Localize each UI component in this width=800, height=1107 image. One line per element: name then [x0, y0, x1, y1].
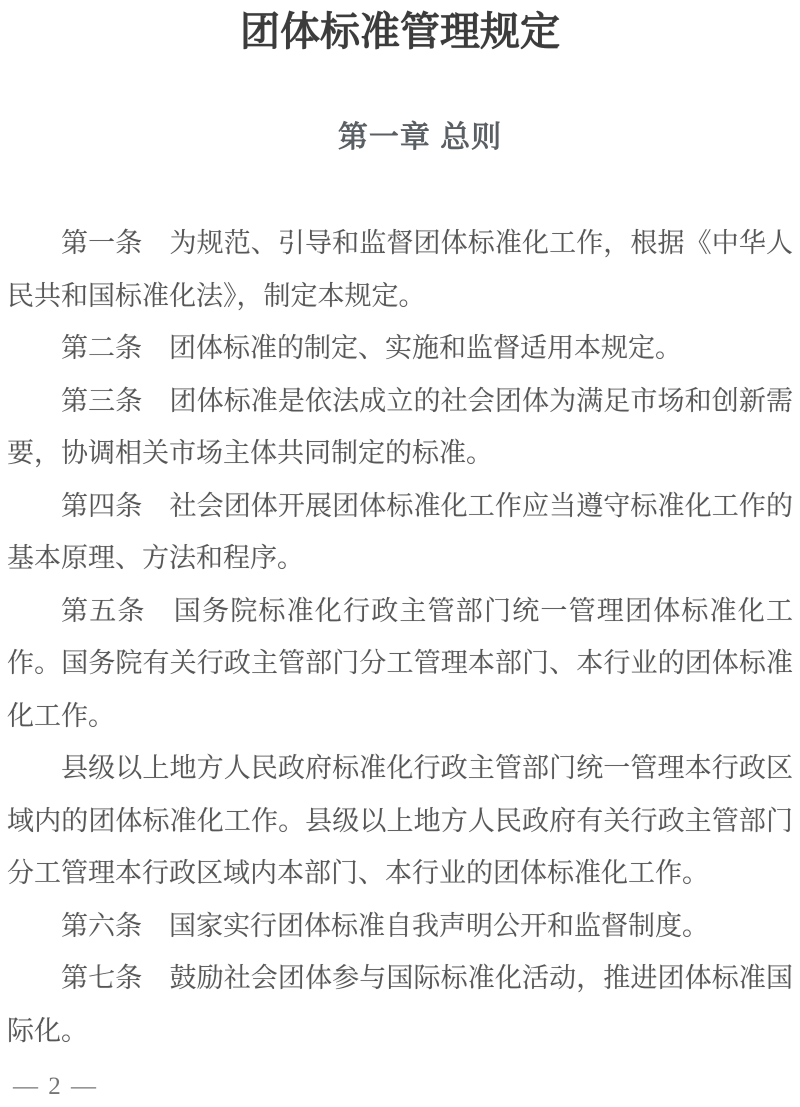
paragraph: 第一条 为规范、引导和监督团体标准化工作，根据《中华人民共和国标准化法》，制定本规定。 — [7, 228, 793, 311]
document-title: 团体标准管理规定 — [240, 9, 560, 54]
paragraph: 第四条 社会团体开展团体标准化工作应当遵守标准化工作的基本原理、方法和程序。 — [7, 490, 793, 573]
page-number: — 2 — — [13, 1073, 98, 1100]
document-body — [7, 217, 793, 1057]
paragraph: 第六条 国家实行团体标准自我声明公开和监督制度。 — [61, 910, 709, 941]
paragraph: 第三条 团体标准是依法成立的社会团体为满足市场和创新需要，协调相关市场主体共同制定的标准。 — [7, 385, 793, 468]
paragraph: 第五条 国务院标准化行政主管部门统一管理团体标准化工作。国务院有关行政主管部门分工管理本部门、本行业的团体标准化工作。 — [7, 595, 793, 731]
paragraph: 县级以上地方人民政府标准化行政主管部门统一管理本行政区域内的团体标准化工作。县级以上地方人民政府有关行政主管部门分工管理本行政区域内本部门、本行业的团体标准化工作。 — [7, 753, 793, 888]
chapter-heading: 第一章 总则 — [337, 121, 503, 154]
paragraph: 第二条 团体标准的制定、实施和监督适用本规定。 — [61, 333, 682, 363]
paragraph: 第七条 鼓励社会团体参与国际标准化活动，推进团体标准国际化。 — [7, 963, 793, 1046]
